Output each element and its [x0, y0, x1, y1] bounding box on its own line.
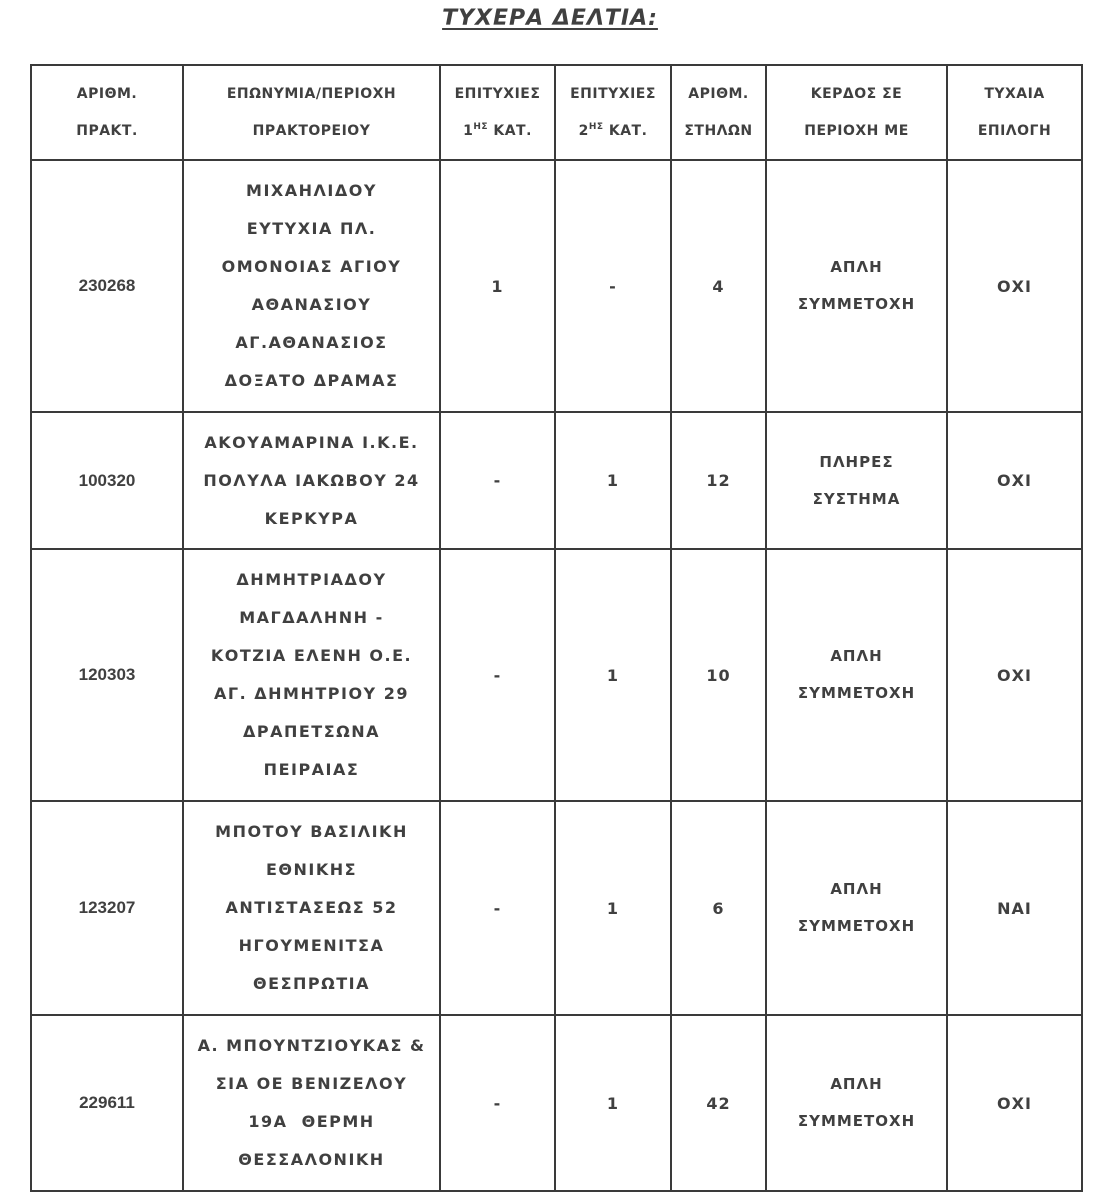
- gain-type-line: ΑΠΛΗ: [830, 880, 883, 898]
- agency-name-line: ΕΘΝΙΚΗΣ: [265, 860, 358, 879]
- agency-code: 100320: [31, 412, 183, 549]
- header-cat2: [555, 65, 671, 160]
- table-row: [31, 1015, 1082, 1191]
- random-selection: ΟΧΙ: [947, 1015, 1082, 1191]
- header-columns: [671, 65, 766, 160]
- table-row: [31, 160, 1082, 412]
- header-cat1: [440, 65, 555, 160]
- header-code-line: ΑΡΙΘΜ.: [76, 85, 138, 102]
- agency-name-line: ΘΕΣΣΑΛΟΝΙΚΗ: [238, 1150, 385, 1169]
- agency-name-line: ΜΙΧΑΗΛΙΔΟΥ: [246, 181, 377, 200]
- header-cat1-sup: ΗΣ: [473, 121, 488, 132]
- table-row: [31, 549, 1082, 801]
- columns-count: 12: [671, 412, 766, 549]
- agency-name: [183, 801, 440, 1015]
- header-random-line: ΤΥΧΑΙΑ: [984, 85, 1045, 102]
- header-name-line: ΠΡΑΚΤΟΡΕΙΟΥ: [252, 122, 371, 139]
- agency-name-line: ΔΟΞΑΤΟ ΔΡΑΜΑΣ: [224, 371, 399, 390]
- agency-name-line: ΟΜΟΝΟΙΑΣ ΑΓΙΟΥ: [221, 257, 402, 276]
- header-row: [31, 65, 1082, 160]
- agency-name: [183, 549, 440, 801]
- gain-type-line: ΑΠΛΗ: [830, 647, 883, 665]
- table-row: [31, 412, 1082, 549]
- agency-name: [183, 412, 440, 549]
- gain-type: [766, 160, 947, 412]
- header-cat1-rest: ΚΑΤ.: [493, 122, 532, 139]
- gain-type-line: ΑΠΛΗ: [830, 258, 883, 276]
- gain-type-line: ΣΥΣΤΗΜΑ: [812, 489, 901, 508]
- header-name-line: ΕΠΩΝΥΜΙΑ/ΠΕΡΙΟΧΗ: [226, 85, 397, 102]
- gain-type-line: ΣΥΜΜΕΤΟΧΗ: [797, 684, 916, 702]
- agency-code: 229611: [31, 1015, 183, 1191]
- cat2-wins: 1: [555, 1015, 671, 1191]
- agency-name-line: ΑΘΑΝΑΣΙΟΥ: [251, 295, 372, 314]
- agency-name-line: Α. ΜΠΟΥΝΤΖΙΟΥΚΑΣ &: [197, 1036, 426, 1055]
- agency-name-line: ΠΟΛΥΛΑ ΙΑΚΩΒΟΥ 24: [203, 470, 420, 490]
- header-cat2-line: [560, 113, 666, 150]
- header-cat1-line: [445, 113, 550, 150]
- cat1-wins: -: [440, 549, 555, 801]
- cat1-wins: -: [440, 412, 555, 549]
- cat2-wins: -: [555, 160, 671, 412]
- header-random: [947, 65, 1082, 160]
- header-gain-line: ΠΕΡΙΟΧΗ ΜΕ: [804, 122, 909, 139]
- cat1-wins: -: [440, 1015, 555, 1191]
- columns-count: 6: [671, 801, 766, 1015]
- agency-name-line: ΠΕΙΡΑΙΑΣ: [263, 760, 360, 779]
- table-row: [31, 801, 1082, 1015]
- agency-name-line: ΚΕΡΚΥΡΑ: [264, 508, 359, 528]
- agency-name-line: ΣΙΑ ΟΕ ΒΕΝΙΖΕΛΟΥ: [215, 1074, 408, 1093]
- header-code: [31, 65, 183, 160]
- agency-name-line: ΑΓ. ΔΗΜΗΤΡΙΟΥ 29: [214, 684, 409, 703]
- agency-name-line: ΑΓ.ΑΘΑΝΑΣΙΟΣ: [235, 333, 388, 352]
- header-random-line: ΕΠΙΛΟΓΗ: [977, 122, 1052, 139]
- agency-name-line: ΜΑΓΔΑΛΗΝΗ -: [239, 608, 384, 627]
- agency-name: [183, 1015, 440, 1191]
- columns-count: 4: [671, 160, 766, 412]
- agency-code: 120303: [31, 549, 183, 801]
- cat1-wins: -: [440, 801, 555, 1015]
- gain-type-line: ΣΥΜΜΕΤΟΧΗ: [797, 1112, 916, 1130]
- random-selection: ΟΧΙ: [947, 549, 1082, 801]
- cat2-wins: 1: [555, 801, 671, 1015]
- header-name: [183, 65, 440, 160]
- results-table: [30, 64, 1083, 1192]
- header-cat2-rest: ΚΑΤ.: [608, 122, 648, 139]
- cat2-wins: 1: [555, 549, 671, 801]
- columns-count: 10: [671, 549, 766, 801]
- header-cat2-line: ΕΠΙΤΥΧΙΕΣ: [570, 85, 656, 102]
- agency-name-line: ΔΗΜΗΤΡΙΑΔΟΥ: [236, 570, 387, 589]
- header-cat2-num: 2: [578, 122, 589, 139]
- agency-name-line: ΑΚΟΥΑΜΑΡΙΝΑ Ι.Κ.Ε.: [204, 432, 419, 452]
- agency-name-line: ΘΕΣΠΡΩΤΙΑ: [253, 974, 370, 993]
- header-columns-line: ΣΤΗΛΩΝ: [684, 122, 753, 139]
- gain-type-line: ΠΛΗΡΕΣ: [819, 452, 894, 471]
- agency-code: 123207: [31, 801, 183, 1015]
- header-cat1-line: ΕΠΙΤΥΧΙΕΣ: [454, 85, 541, 102]
- agency-name-line: ΕΥΤΥΧΙΑ ΠΛ.: [246, 219, 377, 238]
- agency-name-line: ΜΠΟΤΟΥ ΒΑΣΙΛΙΚΗ: [215, 822, 408, 841]
- header-cat1-num: 1: [463, 122, 474, 139]
- agency-name-line: ΗΓΟΥΜΕΝΙΤΣΑ: [238, 936, 385, 955]
- gain-type: [766, 801, 947, 1015]
- agency-name-line: ΑΝΤΙΣΤΑΣΕΩΣ 52: [225, 898, 398, 917]
- header-columns-line: ΑΡΙΘΜ.: [688, 85, 749, 102]
- gain-type: [766, 412, 947, 549]
- random-selection: ΟΧΙ: [947, 412, 1082, 549]
- gain-type: [766, 1015, 947, 1191]
- gain-type-line: ΣΥΜΜΕΤΟΧΗ: [797, 295, 916, 313]
- agency-name: [183, 160, 440, 412]
- header-gain: [766, 65, 947, 160]
- agency-name-line: ΚΟΤΖΙΑ ΕΛΕΝΗ Ο.Ε.: [210, 646, 413, 665]
- header-gain-line: ΚΕΡΔΟΣ ΣΕ: [810, 85, 903, 102]
- cat1-wins: 1: [440, 160, 555, 412]
- agency-code: 230268: [31, 160, 183, 412]
- header-cat2-sup: ΗΣ: [588, 121, 604, 132]
- random-selection: ΟΧΙ: [947, 160, 1082, 412]
- agency-name-line: ΔΡΑΠΕΤΣΩΝΑ: [242, 722, 381, 741]
- cat2-wins: 1: [555, 412, 671, 549]
- page-title: ΤΥΧΕΡΑ ΔΕΛΤΙΑ:: [442, 6, 658, 31]
- header-code-line: ΠΡΑΚΤ.: [76, 122, 138, 139]
- gain-type-line: ΣΥΜΜΕΤΟΧΗ: [797, 917, 916, 935]
- columns-count: 42: [671, 1015, 766, 1191]
- gain-type: [766, 549, 947, 801]
- random-selection: ΝΑΙ: [947, 801, 1082, 1015]
- agency-name-line: 19Α ΘΕΡΜΗ: [248, 1112, 375, 1131]
- gain-type-line: ΑΠΛΗ: [830, 1075, 883, 1093]
